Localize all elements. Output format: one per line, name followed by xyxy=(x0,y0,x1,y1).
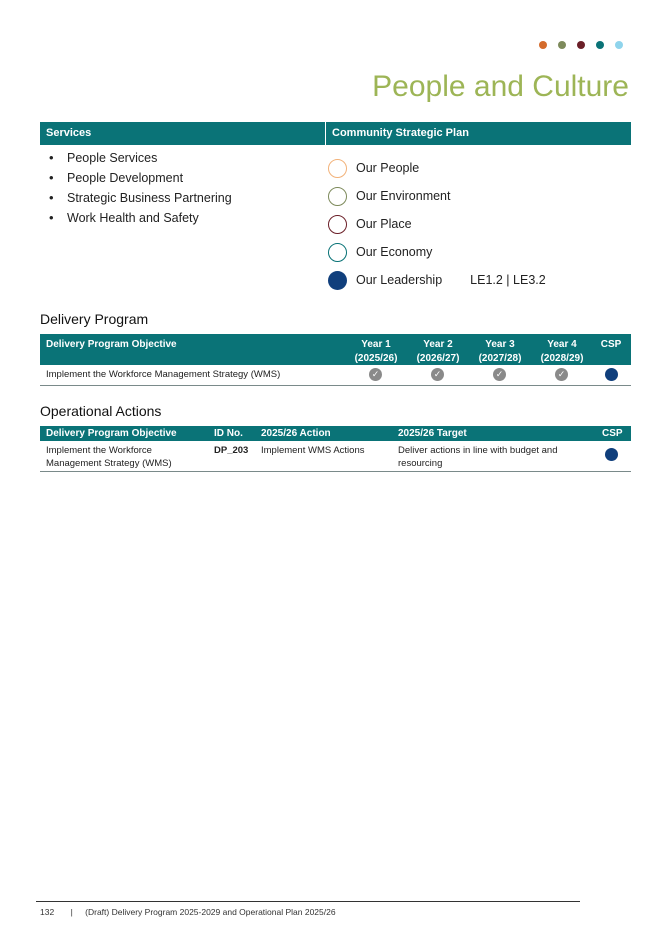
csp-label: Our Economy xyxy=(356,245,433,259)
footer-divider xyxy=(36,901,580,902)
col-id: ID No. xyxy=(214,428,243,439)
col-year-1-label: Year 1 xyxy=(361,339,391,350)
delivery-program-heading: Delivery Program xyxy=(40,311,149,327)
decor-dot xyxy=(577,41,585,49)
list-item: • Strategic Business Partnering xyxy=(45,190,232,210)
decor-dot xyxy=(596,41,604,49)
decorative-dots xyxy=(539,41,623,49)
row-objective xyxy=(46,444,172,470)
csp-item-our-environment xyxy=(328,182,546,210)
col-year-2 xyxy=(408,338,468,366)
check-icon: ✓ xyxy=(493,368,506,381)
row-objective-line: Management Strategy (WMS) xyxy=(46,458,172,469)
operational-actions-table-header xyxy=(40,426,631,441)
col-action: 2025/26 Action xyxy=(261,428,331,439)
csp-label: Our People xyxy=(356,161,420,175)
check-icon: ✓ xyxy=(555,368,568,381)
check-icon: ✓ xyxy=(431,368,444,381)
col-year-1 xyxy=(346,338,406,366)
table-row xyxy=(40,365,631,386)
services-header-bar xyxy=(40,122,631,145)
csp-label: Our Environment xyxy=(356,189,451,203)
page-title: People and Culture xyxy=(372,70,629,103)
col-year-3 xyxy=(470,338,530,366)
services-list xyxy=(45,150,232,230)
footer-separator: | xyxy=(70,907,73,917)
page-footer xyxy=(40,907,336,917)
decor-dot xyxy=(539,41,547,49)
row-objective-line: Implement the Workforce xyxy=(46,445,152,456)
col-csp: CSP xyxy=(602,428,623,439)
leadership-dot-icon xyxy=(605,448,618,461)
col-year-3-span: (2027/28) xyxy=(478,353,522,364)
row-target xyxy=(398,444,557,470)
col-objective: Delivery Program Objective xyxy=(46,428,177,439)
circle-outline-icon xyxy=(328,187,347,206)
col-year-4 xyxy=(532,338,592,366)
decor-dot xyxy=(615,41,623,49)
page-number: 132 xyxy=(40,907,55,917)
footer-text: (Draft) Delivery Program 2025-2029 and Operational Plan 2025/26 xyxy=(85,907,336,917)
row-target-line: resourcing xyxy=(398,458,443,469)
csp-label: Our Leadership xyxy=(356,273,443,287)
row-action: Implement WMS Actions xyxy=(261,445,365,456)
csp-list xyxy=(328,154,546,294)
services-header: Services xyxy=(40,122,326,145)
csp-codes: LE1.2 | LE3.2 xyxy=(470,273,546,287)
csp-item-our-leadership xyxy=(328,266,546,294)
csp-header: Community Strategic Plan xyxy=(332,127,469,139)
check-icon: ✓ xyxy=(369,368,382,381)
col-year-2-span: (2026/27) xyxy=(416,353,460,364)
col-year-1-span: (2025/26) xyxy=(354,353,398,364)
leadership-dot-icon xyxy=(605,368,618,381)
csp-item-our-economy xyxy=(328,238,546,266)
circle-filled-icon xyxy=(328,271,347,290)
decor-dot xyxy=(558,41,566,49)
col-year-4-label: Year 4 xyxy=(547,339,577,350)
col-year-2-label: Year 2 xyxy=(423,339,453,350)
list-item: • People Development xyxy=(45,170,232,190)
csp-item-our-people xyxy=(328,154,546,182)
table-row xyxy=(40,441,631,472)
csp-item-our-place xyxy=(328,210,546,238)
circle-outline-icon xyxy=(328,243,347,262)
col-target: 2025/26 Target xyxy=(398,428,467,439)
operational-actions-heading: Operational Actions xyxy=(40,403,162,419)
col-objective: Delivery Program Objective xyxy=(46,339,177,350)
col-csp: CSP xyxy=(600,339,622,350)
list-item: • People Services xyxy=(45,150,232,170)
row-id: DP_203 xyxy=(214,445,249,456)
row-target-line: Deliver actions in line with budget and xyxy=(398,445,558,456)
row-objective: Implement the Workforce Management Strategy (WMS) xyxy=(46,369,281,380)
circle-outline-icon xyxy=(328,159,347,178)
circle-outline-icon xyxy=(328,215,347,234)
csp-label: Our Place xyxy=(356,217,412,231)
col-year-3-label: Year 3 xyxy=(485,339,515,350)
list-item: • Work Health and Safety xyxy=(45,210,232,230)
delivery-program-table-header xyxy=(40,334,631,365)
col-year-4-span: (2028/29) xyxy=(540,353,584,364)
